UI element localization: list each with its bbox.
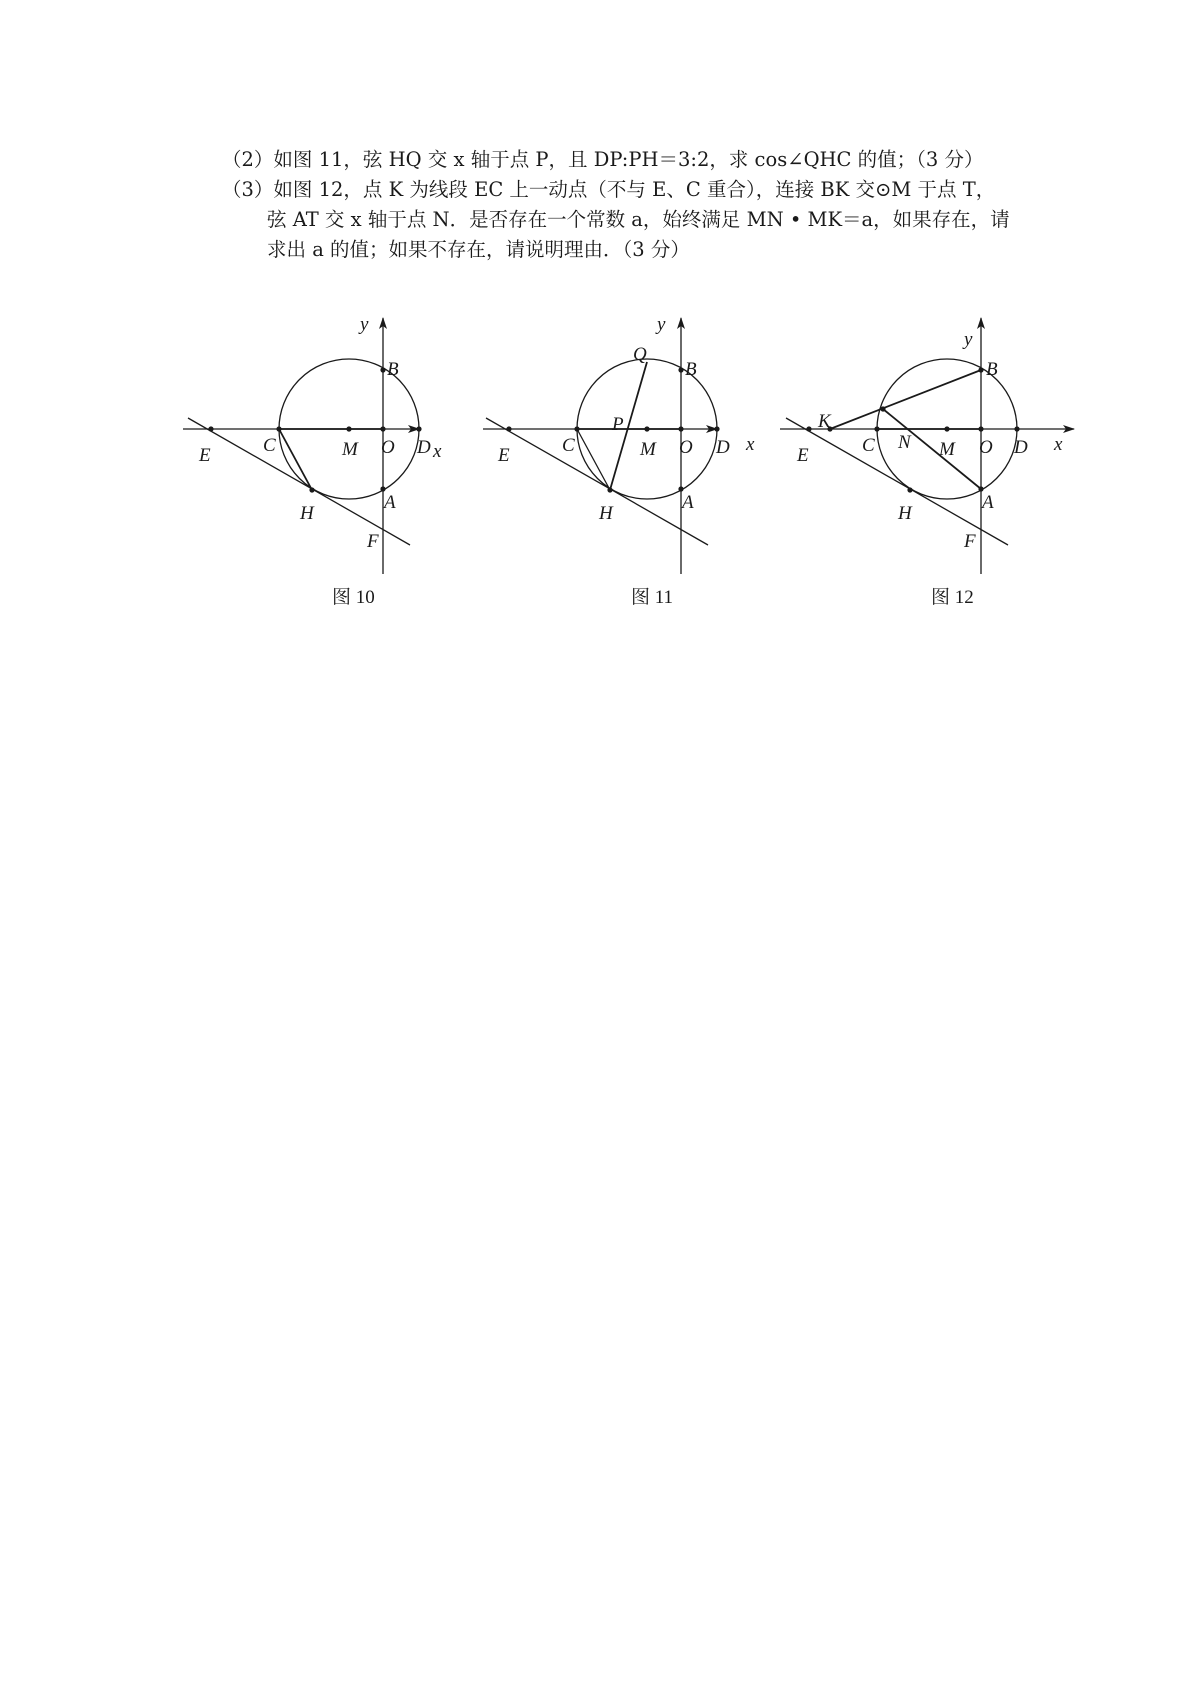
label-h: H	[599, 503, 613, 524]
point-a	[978, 486, 983, 491]
question-3-line-3: 求出 a 的值；如果不存在，请说明理由．（3 分）	[267, 238, 690, 261]
point-d	[714, 426, 719, 431]
point-o	[678, 426, 683, 431]
label-f: F	[964, 531, 976, 552]
label-y: y	[964, 329, 973, 350]
label-c: C	[862, 435, 875, 456]
point-e	[208, 426, 213, 431]
tangent-line-ef	[188, 418, 410, 545]
figure-10	[183, 314, 442, 608]
label-m: M	[939, 439, 955, 460]
point-d	[416, 426, 421, 431]
label-e: E	[199, 445, 211, 466]
label-k: K	[818, 411, 831, 432]
tangent-line-ef	[486, 418, 708, 545]
label-o: O	[679, 437, 693, 458]
label-c: C	[263, 435, 276, 456]
point-o	[380, 426, 385, 431]
geometry-figures	[0, 0, 1200, 620]
point-h	[907, 487, 912, 492]
point-m	[346, 426, 351, 431]
label-d: D	[417, 437, 431, 458]
label-q: Q	[633, 344, 647, 365]
label-a: A	[384, 492, 396, 513]
label-x: x	[433, 441, 442, 462]
caption-fig-10: 图 10	[332, 587, 375, 608]
label-b: B	[685, 359, 697, 380]
label-p: P	[612, 414, 624, 435]
figure-11	[483, 314, 755, 608]
label-m: M	[640, 439, 656, 460]
point-b	[380, 367, 385, 372]
label-b: B	[986, 359, 998, 380]
tangent-line-ef	[786, 418, 1008, 545]
label-a: A	[682, 492, 694, 513]
segment-ch	[577, 429, 610, 490]
label-e: E	[797, 445, 809, 466]
segment-kb	[830, 370, 981, 429]
label-y: y	[657, 314, 666, 335]
label-e: E	[498, 445, 510, 466]
point-t	[880, 406, 885, 411]
segment-ch	[279, 429, 312, 490]
point-b	[978, 367, 983, 372]
point-a	[380, 486, 385, 491]
point-e	[506, 426, 511, 431]
label-h: H	[898, 503, 912, 524]
label-a: A	[982, 492, 994, 513]
label-n: N	[898, 432, 911, 453]
label-b: B	[387, 359, 399, 380]
figure-12	[780, 318, 1074, 608]
question-3-line-2: 弦 AT 交 x 轴于点 N．是否存在一个常数 a，始终满足 MN • MK＝a，如果存在，请	[267, 208, 1010, 231]
question-3-line-1: （3）如图 12，点 K 为线段 EC 上一动点（不与 E、C 重合），连接 BK 交⊙M 于点 T，	[222, 178, 996, 201]
point-e	[806, 426, 811, 431]
label-y: y	[360, 314, 369, 335]
label-m: M	[342, 439, 358, 460]
label-h: H	[300, 503, 314, 524]
label-o: O	[979, 437, 993, 458]
label-d: D	[1014, 437, 1028, 458]
point-d	[1014, 426, 1019, 431]
point-c	[276, 426, 281, 431]
point-h	[607, 487, 612, 492]
label-d: D	[716, 437, 730, 458]
caption-fig-11: 图 11	[631, 587, 674, 608]
caption-fig-12: 图 12	[931, 587, 974, 608]
label-o: O	[381, 437, 395, 458]
point-o	[978, 426, 983, 431]
point-c	[574, 426, 579, 431]
point-b	[678, 367, 683, 372]
label-x: x	[1054, 434, 1063, 455]
question-2-text: （2）如图 11，弦 HQ 交 x 轴于点 P，且 DP:PH＝3:2，求 cos∠QHC 的值；（3 分）	[222, 148, 984, 171]
label-c: C	[562, 435, 575, 456]
point-h	[309, 487, 314, 492]
point-m	[644, 426, 649, 431]
label-x: x	[746, 434, 755, 455]
point-m	[944, 426, 949, 431]
label-f: F	[367, 531, 379, 552]
point-c	[874, 426, 879, 431]
point-a	[678, 486, 683, 491]
